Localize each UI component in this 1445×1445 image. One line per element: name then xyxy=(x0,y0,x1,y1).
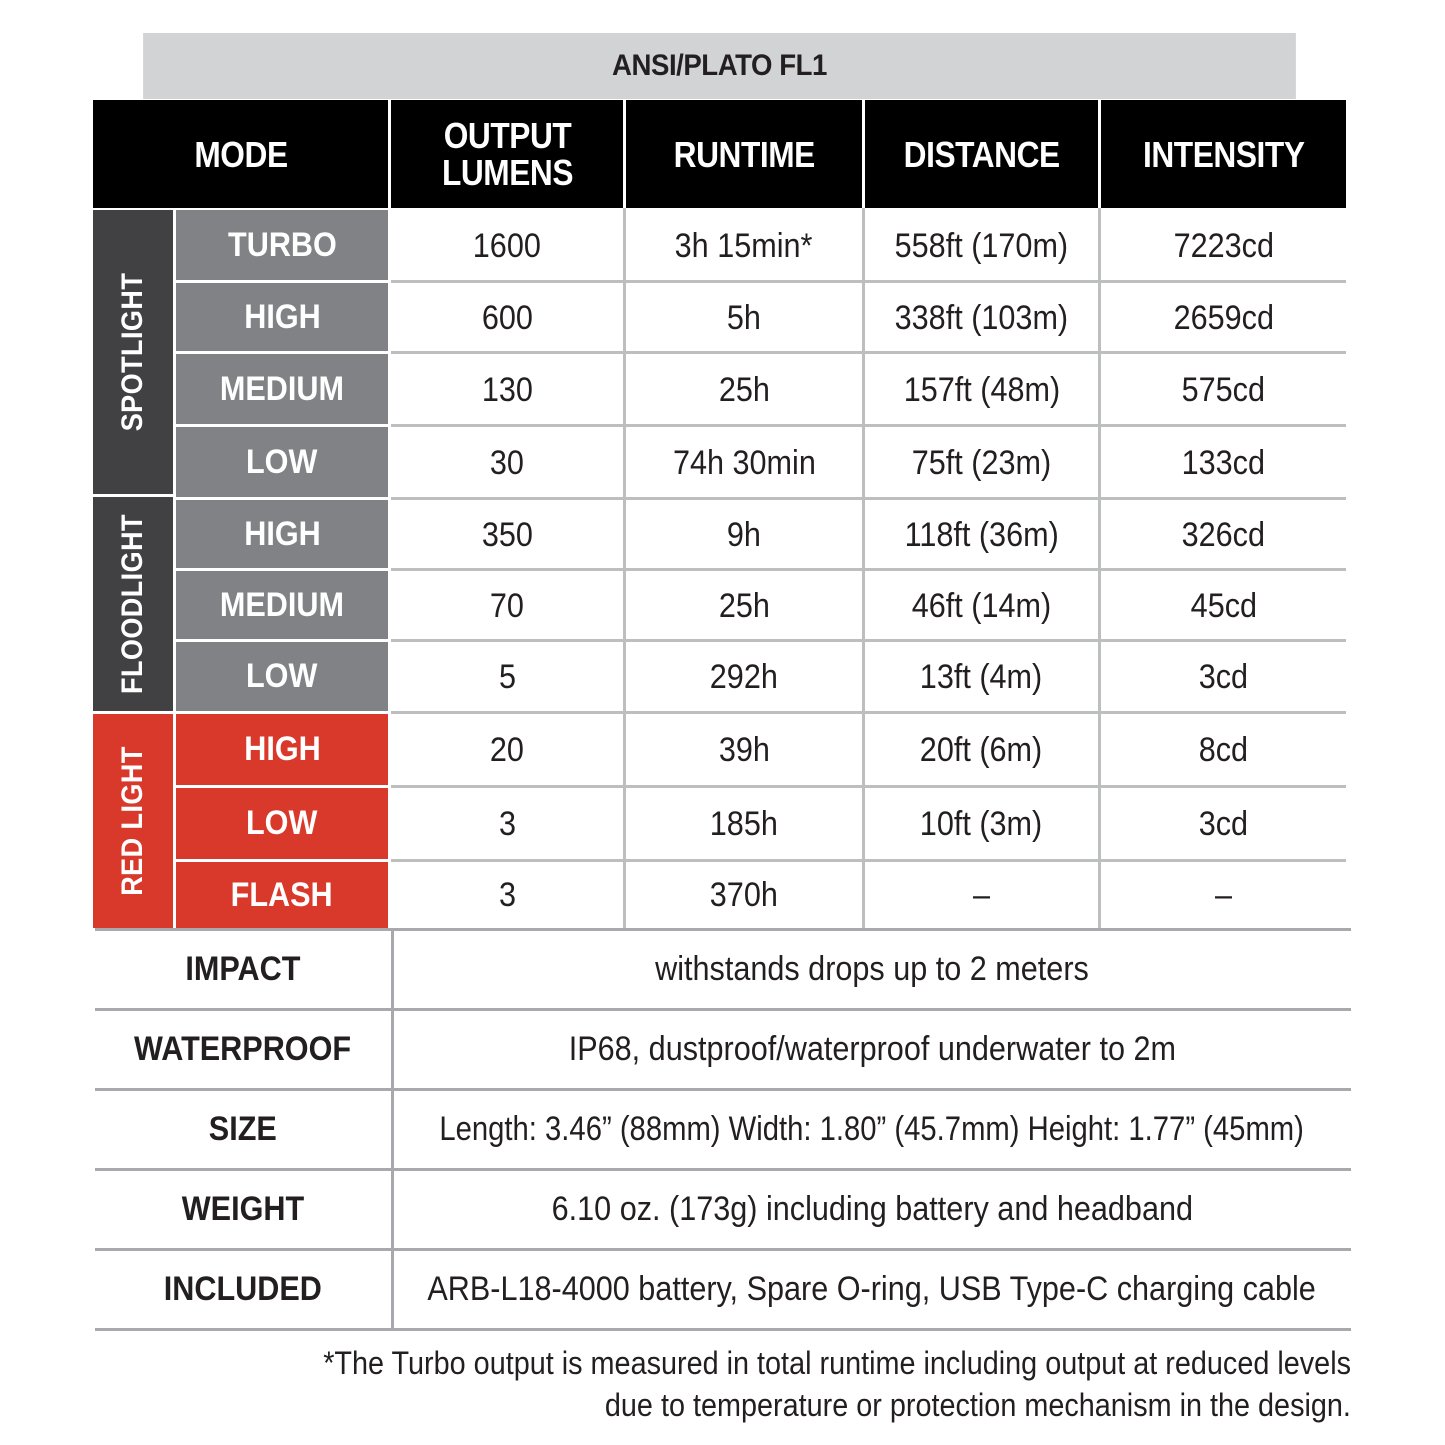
cell-runtime xyxy=(626,571,862,641)
cell-text: 3cd xyxy=(1198,805,1249,843)
cell-text: 326cd xyxy=(1181,515,1266,554)
cell-distance xyxy=(865,500,1098,570)
spec-column-divider xyxy=(391,930,394,1328)
cell-intensity xyxy=(1101,642,1346,713)
cell-text: 118ft (36m) xyxy=(904,515,1059,554)
spec-value-size xyxy=(394,1090,1350,1168)
spec-value-weight xyxy=(394,1170,1350,1248)
header-distance-label: DISTANCE xyxy=(903,133,1060,175)
mode-cell xyxy=(176,862,388,928)
spec-value-text: Length: 3.46” (88mm) Width: 1.80” (45.7mm) Height: 1.77” (45mm) xyxy=(439,1109,1305,1148)
cell-text: 70 xyxy=(489,586,525,625)
group-floodlight xyxy=(93,497,173,711)
cell-text: 600 xyxy=(481,298,533,337)
cell-runtime xyxy=(626,500,862,570)
mode-cell xyxy=(176,283,388,351)
cell-text: 575cd xyxy=(1181,370,1266,409)
row-divider xyxy=(391,280,1346,283)
spec-label-size xyxy=(95,1090,391,1168)
cell-distance xyxy=(865,714,1098,787)
row-divider xyxy=(391,711,1346,714)
cell-intensity xyxy=(1101,788,1346,861)
cell-text: – xyxy=(972,875,991,914)
spec-value-impact xyxy=(394,930,1350,1008)
mode-cell xyxy=(176,642,388,711)
spec-label-text: INCLUDED xyxy=(163,1269,323,1308)
column-divider xyxy=(388,208,391,928)
cell-text: 350 xyxy=(481,515,533,554)
cell-lumens xyxy=(391,714,623,787)
cell-intensity xyxy=(1101,862,1346,928)
cell-text: 8cd xyxy=(1198,731,1249,769)
footnote xyxy=(93,1342,1351,1426)
cell-distance xyxy=(865,427,1098,499)
spec-value-waterproof xyxy=(394,1010,1350,1088)
spec-value-text: withstands drops up to 2 meters xyxy=(655,949,1089,988)
cell-text: 7223cd xyxy=(1173,226,1274,265)
spec-value-included xyxy=(394,1250,1350,1328)
spec-value-text: IP68, dustproof/waterproof underwater to 2m xyxy=(568,1029,1176,1068)
header-runtime-label: RUNTIME xyxy=(673,133,815,175)
column-divider xyxy=(862,208,865,928)
cell-text: 3 xyxy=(498,875,516,914)
header-output-line2: LUMENS xyxy=(441,152,573,193)
cell-text: – xyxy=(1214,875,1233,914)
cell-text: 558ft (170m) xyxy=(894,226,1069,265)
cell-runtime xyxy=(626,862,862,928)
cell-lumens xyxy=(391,500,623,570)
spec-value-text: 6.10 oz. (173g) including battery and headband xyxy=(551,1189,1193,1228)
cell-distance xyxy=(865,571,1098,641)
cell-runtime xyxy=(626,714,862,787)
mode-label: HIGH xyxy=(243,514,321,553)
cell-text: 25h xyxy=(718,370,770,409)
row-divider xyxy=(391,785,1346,788)
cell-intensity xyxy=(1101,354,1346,426)
column-divider xyxy=(623,208,626,928)
mode-label: HIGH xyxy=(243,730,321,768)
header-mode-label: MODE xyxy=(193,133,288,175)
row-divider xyxy=(391,568,1346,571)
cell-text: 5 xyxy=(498,658,516,696)
cell-lumens xyxy=(391,862,623,928)
row-divider xyxy=(391,859,1346,862)
cell-text: 3cd xyxy=(1198,658,1249,696)
spec-label-included xyxy=(95,1250,391,1328)
header-intensity-label: INTENSITY xyxy=(1142,133,1305,175)
cell-lumens xyxy=(391,427,623,499)
group-red-light-label: RED LIGHT xyxy=(116,746,150,896)
cell-text: 25h xyxy=(718,586,770,625)
header-output-lumens xyxy=(391,100,623,208)
group-spotlight xyxy=(93,210,173,494)
group-red-light xyxy=(93,714,173,928)
cell-runtime xyxy=(626,210,862,282)
mode-label: TURBO xyxy=(227,225,337,264)
cell-text: 2659cd xyxy=(1173,298,1274,337)
mode-cell xyxy=(176,427,388,497)
cell-runtime xyxy=(626,642,862,713)
footnote-line1: *The Turbo output is measured in total runtime including output at reduced levels xyxy=(323,1345,1351,1381)
mode-cell xyxy=(176,210,388,280)
cell-text: 5h xyxy=(726,298,762,337)
mode-cell xyxy=(176,571,388,639)
header-output-line1: OUTPUT xyxy=(443,115,571,156)
cell-text: 45cd xyxy=(1190,586,1257,625)
group-floodlight-label: FLOODLIGHT xyxy=(116,514,150,694)
cell-distance xyxy=(865,642,1098,713)
spec-label-impact xyxy=(95,930,391,1008)
header-mode xyxy=(93,100,388,208)
spec-label-waterproof xyxy=(95,1010,391,1088)
mode-label: MEDIUM xyxy=(219,369,345,408)
cell-intensity xyxy=(1101,283,1346,353)
table-title-text: ANSI/PLATO FL1 xyxy=(612,49,827,82)
cell-text: 74h 30min xyxy=(672,443,816,482)
cell-text: 9h xyxy=(726,515,762,554)
mode-label: LOW xyxy=(246,804,318,842)
cell-distance xyxy=(865,788,1098,861)
group-spotlight-label: SPOTLIGHT xyxy=(116,272,150,432)
cell-text: 3 xyxy=(498,805,516,843)
row-divider xyxy=(391,639,1346,642)
cell-intensity xyxy=(1101,500,1346,570)
spec-label-text: IMPACT xyxy=(185,949,301,988)
cell-lumens xyxy=(391,283,623,353)
cell-distance xyxy=(865,354,1098,426)
cell-text: 1600 xyxy=(472,226,542,265)
cell-runtime xyxy=(626,788,862,861)
cell-text: 30 xyxy=(489,443,525,482)
mode-label: MEDIUM xyxy=(219,585,345,624)
cell-lumens xyxy=(391,571,623,641)
mode-label: FLASH xyxy=(230,875,333,914)
cell-text: 20ft (6m) xyxy=(920,731,1043,769)
cell-text: 130 xyxy=(481,370,533,409)
cell-runtime xyxy=(626,283,862,353)
spec-label-text: SIZE xyxy=(208,1109,278,1148)
cell-intensity xyxy=(1101,714,1346,787)
mode-cell xyxy=(176,500,388,568)
mode-label: LOW xyxy=(246,657,318,695)
cell-lumens xyxy=(391,354,623,426)
table-title xyxy=(143,33,1296,99)
header-distance xyxy=(865,100,1098,208)
mode-cell xyxy=(176,788,388,859)
cell-text: 338ft (103m) xyxy=(894,298,1069,337)
cell-text: 157ft (48m) xyxy=(903,370,1060,409)
spec-label-text: WATERPROOF xyxy=(134,1029,352,1068)
cell-distance xyxy=(865,283,1098,353)
mode-label: LOW xyxy=(246,442,318,481)
spec-value-text: ARB-L18-4000 battery, Spare O-ring, USB Type-C charging cable xyxy=(427,1269,1317,1308)
header-runtime xyxy=(626,100,862,208)
cell-runtime xyxy=(626,354,862,426)
cell-intensity xyxy=(1101,427,1346,499)
mode-label: HIGH xyxy=(243,297,321,336)
cell-text: 10ft (3m) xyxy=(920,805,1043,843)
cell-distance xyxy=(865,862,1098,928)
cell-intensity xyxy=(1101,210,1346,282)
cell-text: 75ft (23m) xyxy=(911,443,1052,482)
row-divider xyxy=(391,351,1346,354)
cell-text: 20 xyxy=(489,731,525,769)
column-divider xyxy=(1098,208,1101,928)
footnote-line2: due to temperature or protection mechanism in the design. xyxy=(604,1387,1351,1423)
spec-label-text: WEIGHT xyxy=(181,1189,305,1228)
cell-text: 185h xyxy=(709,805,779,843)
cell-intensity xyxy=(1101,571,1346,641)
cell-text: 46ft (14m) xyxy=(911,586,1052,625)
mode-cell xyxy=(176,714,388,785)
cell-text: 39h xyxy=(718,731,770,769)
cell-text: 3h 15min* xyxy=(675,226,813,265)
cell-distance xyxy=(865,210,1098,282)
cell-lumens xyxy=(391,642,623,713)
spec-divider xyxy=(95,1328,1351,1331)
row-divider xyxy=(391,497,1346,500)
cell-lumens xyxy=(391,210,623,282)
cell-text: 370h xyxy=(709,875,779,914)
spec-label-weight xyxy=(95,1170,391,1248)
cell-lumens xyxy=(391,788,623,861)
header-intensity xyxy=(1101,100,1346,208)
mode-cell xyxy=(176,354,388,424)
cell-text: 133cd xyxy=(1181,443,1266,482)
cell-runtime xyxy=(626,427,862,499)
row-divider xyxy=(391,424,1346,427)
cell-text: 13ft (4m) xyxy=(920,658,1043,696)
cell-text: 292h xyxy=(709,658,779,696)
